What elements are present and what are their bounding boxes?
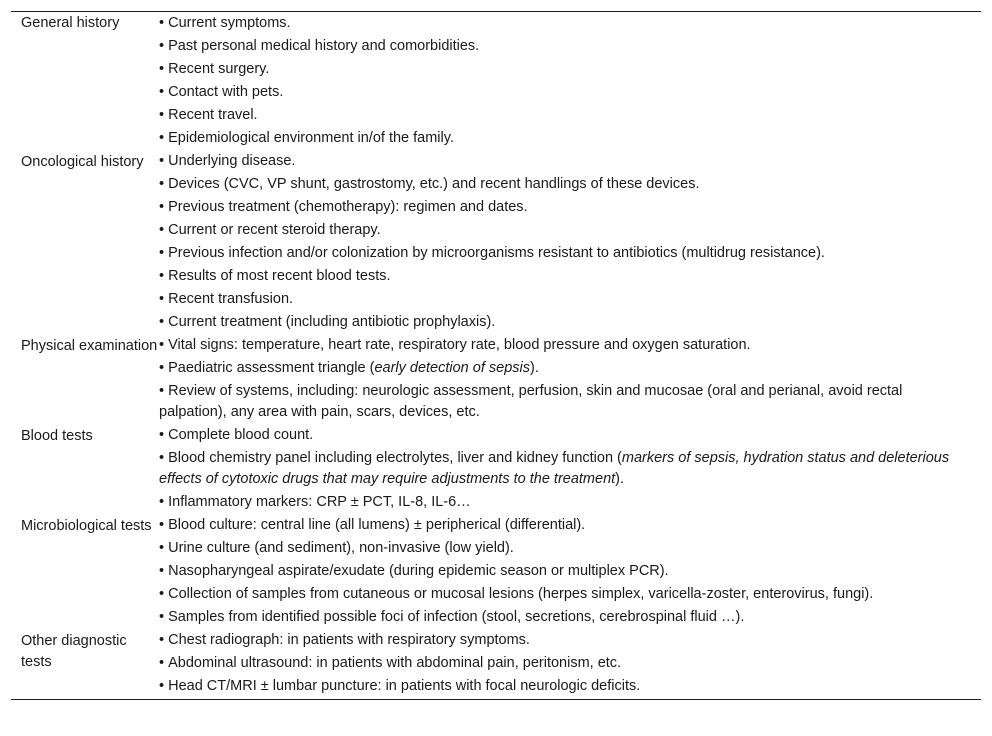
category-label: Blood tests	[21, 428, 93, 444]
list-item: • Blood culture: central line (all lumens) ± peripherical (differential).	[159, 515, 951, 536]
item-text: ).	[530, 360, 539, 376]
item-list	[159, 515, 981, 630]
category-label: General history	[21, 15, 120, 31]
list-item: • Results of most recent blood tests.	[159, 266, 951, 287]
list-item: • Head CT/MRI ± lumbar puncture: in patients with focal neurologic deficits.	[159, 676, 951, 697]
list-item: • Review of systems, including: neurologic assessment, perfusion, skin and mucosae (oral and perianal, avoid rectal palpation), any area with pain, scars, devices, etc.	[159, 381, 951, 423]
list-item: • Nasopharyngeal aspirate/exudate (during epidemic season or multiplex PCR).	[159, 561, 951, 582]
item-text: Paediatric assessment triangle (	[168, 360, 375, 376]
list-item	[159, 358, 951, 379]
list-item: • Previous treatment (chemotherapy): regimen and dates.	[159, 197, 951, 218]
item-list	[159, 335, 981, 425]
list-item: • Complete blood count.	[159, 425, 951, 446]
section-general-history	[11, 12, 981, 151]
list-item: • Current or recent steroid therapy.	[159, 220, 951, 241]
list-item: • Vital signs: temperature, heart rate, respiratory rate, blood pressure and oxygen saturation.	[159, 335, 951, 356]
assessment-table	[11, 11, 981, 700]
category-label: Other diagnostic tests	[21, 633, 127, 670]
list-item: • Recent travel.	[159, 105, 951, 126]
section-other-diagnostic-tests	[11, 630, 981, 699]
list-item: • Recent surgery.	[159, 59, 951, 80]
category-label: Microbiological tests	[21, 518, 152, 534]
section-physical-examination	[11, 335, 981, 425]
item-text: Blood chemistry panel including electrolytes, liver and kidney function (	[168, 450, 622, 466]
category-label: Oncological history	[21, 154, 144, 170]
item-emphasis: early detection of sepsis	[374, 360, 530, 376]
list-item: • Collection of samples from cutaneous or mucosal lesions (herpes simplex, varicella-zoster, enterovirus, fungi).	[159, 584, 951, 605]
list-item	[159, 448, 951, 490]
item-list	[159, 425, 981, 515]
item-emphasis: markers of sepsis, hydration status and deleterious effects of cytotoxic drugs that may require adjustments to the treatment	[159, 450, 950, 487]
list-item: • Underlying disease.	[159, 151, 951, 172]
list-item: • Epidemiological environment in/of the family.	[159, 128, 951, 149]
list-item: • Urine culture (and sediment), non-invasive (low yield).	[159, 538, 951, 559]
list-item: • Contact with pets.	[159, 82, 951, 103]
item-list	[159, 630, 981, 699]
list-item: • Current treatment (including antibiotic prophylaxis).	[159, 312, 951, 333]
category-label: Physical examination	[21, 338, 158, 354]
list-item: • Recent transfusion.	[159, 289, 951, 310]
section-blood-tests	[11, 425, 981, 515]
section-microbiological-tests	[11, 515, 981, 630]
section-oncological-history	[11, 151, 981, 335]
list-item: • Inflammatory markers: CRP ± PCT, IL-8, IL-6…	[159, 492, 951, 513]
list-item: • Past personal medical history and comorbidities.	[159, 36, 951, 57]
list-item: • Devices (CVC, VP shunt, gastrostomy, etc.) and recent handlings of these devices.	[159, 174, 951, 195]
item-list	[159, 12, 981, 151]
item-text: ).	[615, 471, 625, 487]
item-list	[159, 151, 981, 335]
list-item: • Abdominal ultrasound: in patients with abdominal pain, peritonism, etc.	[159, 653, 951, 674]
list-item: • Samples from identified possible foci of infection (stool, secretions, cerebrospinal fluid …).	[159, 607, 951, 628]
list-item: • Current symptoms.	[159, 13, 951, 34]
list-item: • Chest radiograph: in patients with respiratory symptoms.	[159, 630, 951, 651]
list-item: • Previous infection and/or colonization by microorganisms resistant to antibiotics (multidrug resistance).	[159, 243, 951, 264]
